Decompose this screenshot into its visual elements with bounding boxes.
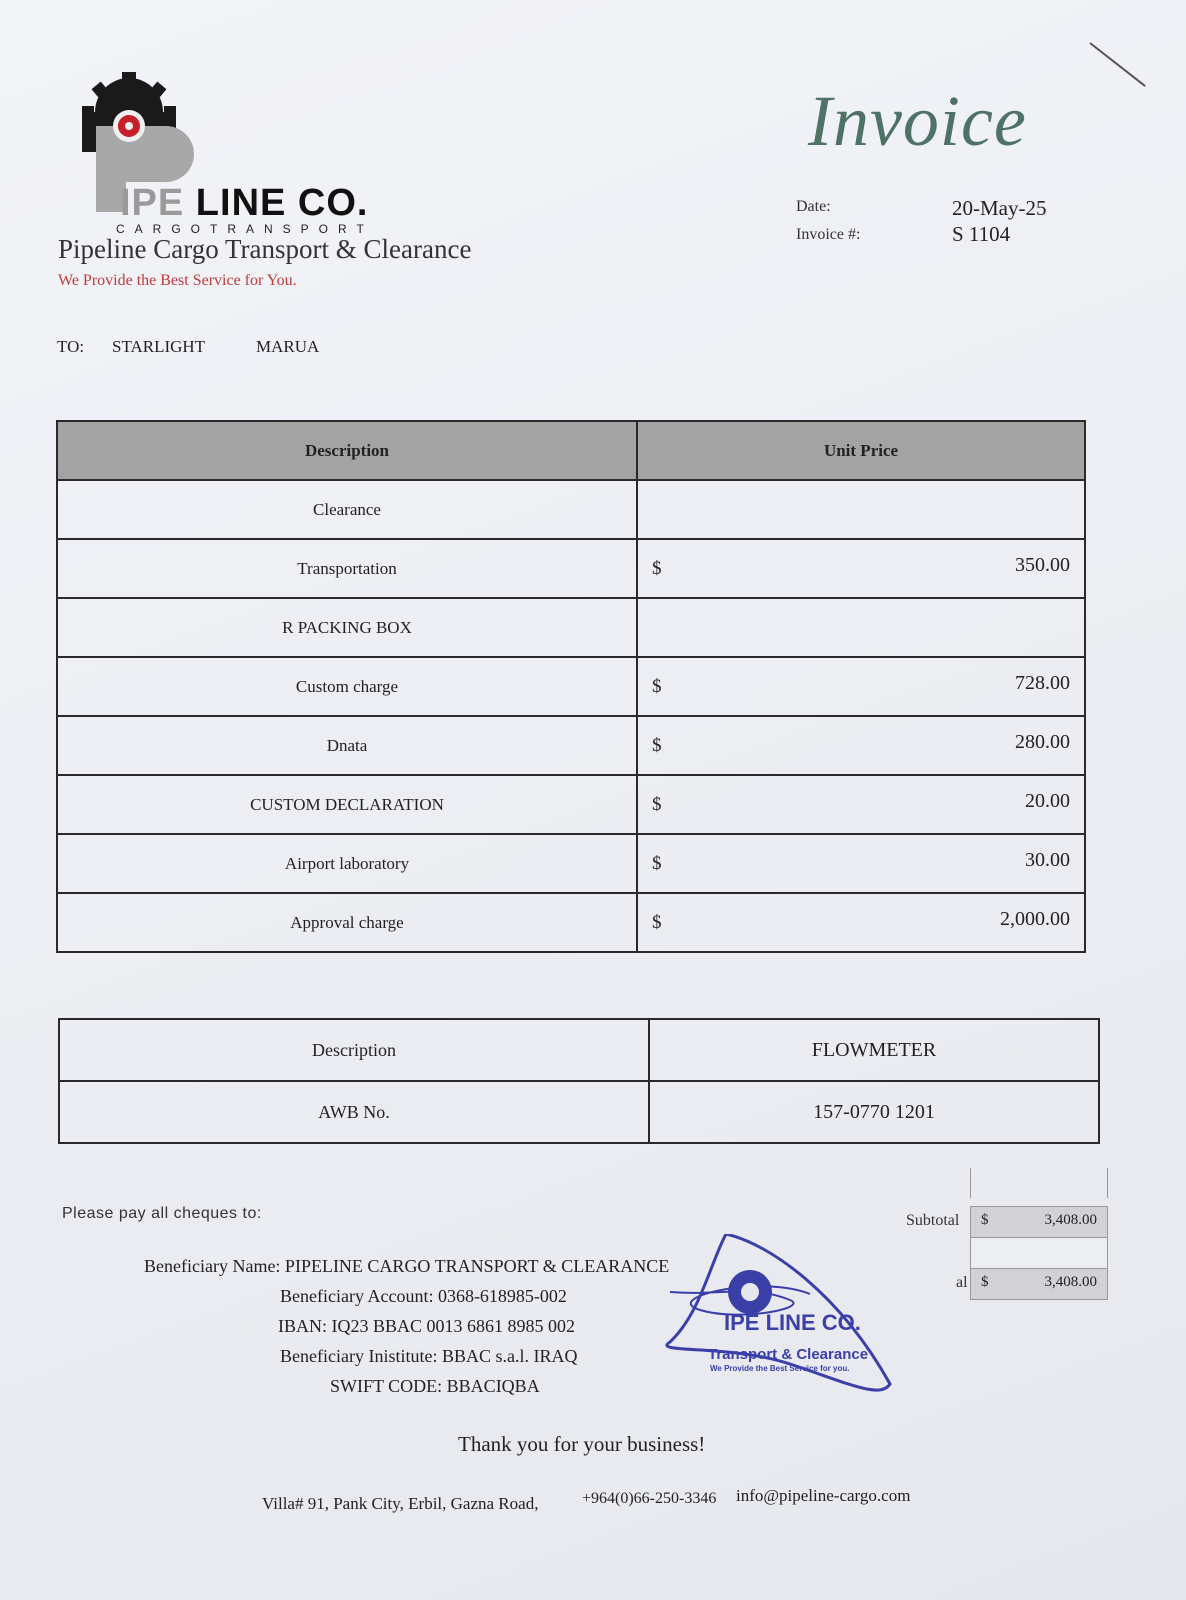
shipment-description-label: Description: [59, 1019, 649, 1081]
logo-subtitle: CARGOTRANSPORT: [116, 222, 374, 236]
currency-symbol: $: [652, 558, 662, 579]
charge-unit-price: [637, 893, 1085, 952]
totals-blank-row: [970, 1237, 1108, 1269]
total-label: al: [956, 1274, 968, 1291]
charge-amount: 350.00: [1015, 554, 1070, 576]
charge-unit-price: [637, 834, 1085, 893]
charge-unit-price: [637, 775, 1085, 834]
shipment-table: [58, 1018, 1100, 1144]
table-row: [57, 716, 1085, 775]
beneficiary-institute: Beneficiary Inistitute: BBAC s.a.l. IRAQ: [280, 1346, 578, 1366]
charge-description: Approval charge: [57, 893, 637, 952]
invoice-title: Invoice: [808, 81, 1027, 161]
company-name: Pipeline Cargo Transport & Clearance: [58, 234, 472, 264]
awb-value: 157-0770 1201: [649, 1081, 1099, 1143]
pay-to-heading: Please pay all cheques to:: [62, 1205, 262, 1222]
charge-amount: 728.00: [1015, 672, 1070, 694]
to-label: TO:: [57, 337, 85, 356]
stamp-line-2: We Provide the Best Service for you.: [710, 1364, 850, 1373]
charge-unit-price: [637, 539, 1085, 598]
currency-symbol: $: [652, 676, 662, 697]
charge-unit-price: [637, 716, 1085, 775]
awb-label: AWB No.: [59, 1081, 649, 1143]
stamp-line-1: Transport & Clearance: [708, 1346, 869, 1363]
shipment-description-value: FLOWMETER: [649, 1019, 1099, 1081]
iban: IBAN: IQ23 BBAC 0013 6861 8985 002: [278, 1316, 576, 1336]
date-value: 20-May-25: [952, 196, 1047, 220]
subtotal-label: Subtotal: [906, 1212, 960, 1229]
date-label: Date:: [796, 198, 831, 215]
charge-unit-price: [637, 480, 1085, 539]
charge-unit-price: [637, 598, 1085, 657]
stamp-wordmark: IPE LINE CO.: [724, 1310, 861, 1335]
table-row: [57, 893, 1085, 952]
table-row: [59, 1081, 1099, 1143]
table-row: [57, 657, 1085, 716]
total-box: [970, 1268, 1108, 1300]
invoice-number-value: S 1104: [952, 222, 1011, 246]
company-logo: [74, 70, 494, 236]
charge-description: Airport laboratory: [57, 834, 637, 893]
charges-header-row: [57, 421, 1085, 480]
subtotal-currency: $: [981, 1212, 989, 1228]
table-row: [57, 598, 1085, 657]
currency-symbol: $: [652, 853, 662, 874]
charge-amount: 30.00: [1025, 849, 1070, 871]
beneficiary-account: Beneficiary Account: 0368-618985-002: [280, 1286, 567, 1306]
currency-symbol: $: [652, 794, 662, 815]
currency-symbol: $: [652, 912, 662, 933]
charges-table: [56, 420, 1086, 953]
total-currency: $: [981, 1274, 989, 1290]
pen-mark: [1089, 42, 1145, 87]
company-tagline: We Provide the Best Service for You.: [58, 272, 297, 289]
beneficiary-name: Beneficiary Name: PIPELINE CARGO TRANSPORT & CLEARANCE: [144, 1256, 670, 1276]
table-row: [57, 480, 1085, 539]
invoice-number-label: Invoice #:: [796, 226, 861, 243]
totals-frame: [970, 1168, 1108, 1198]
footer-email: info@pipeline-cargo.com: [736, 1486, 911, 1505]
logo-wordmark: IPE LINE CO.: [120, 182, 369, 224]
charge-description: R PACKING BOX: [57, 598, 637, 657]
charge-description: Custom charge: [57, 657, 637, 716]
recipient-name-2: MARUA: [256, 337, 320, 356]
table-row: [57, 539, 1085, 598]
subtotal-value: 3,408.00: [1044, 1212, 1097, 1228]
charge-amount: 2,000.00: [1000, 908, 1070, 930]
table-row: [59, 1019, 1099, 1081]
total-value: 3,408.00: [1044, 1274, 1097, 1290]
charge-amount: 280.00: [1015, 731, 1070, 753]
table-row: [57, 834, 1085, 893]
company-stamp: [640, 1234, 940, 1404]
footer-phone: +964(0)66-250-3346: [582, 1490, 717, 1507]
table-row: [57, 775, 1085, 834]
thank-you-note: Thank you for your business!: [458, 1432, 706, 1456]
charge-unit-price: [637, 657, 1085, 716]
charge-description: Dnata: [57, 716, 637, 775]
charge-description: Clearance: [57, 480, 637, 539]
footer-address: Villa# 91, Pank City, Erbil, Gazna Road,: [262, 1494, 539, 1513]
charge-description: Transportation: [57, 539, 637, 598]
header-description: Description: [57, 421, 637, 480]
charge-description: CUSTOM DECLARATION: [57, 775, 637, 834]
charge-amount: 20.00: [1025, 790, 1070, 812]
swift-code: SWIFT CODE: BBACIQBA: [330, 1376, 540, 1396]
recipient-name: STARLIGHT: [112, 337, 206, 356]
currency-symbol: $: [652, 735, 662, 756]
subtotal-box: [970, 1206, 1108, 1238]
header-unit-price: Unit Price: [637, 421, 1085, 480]
